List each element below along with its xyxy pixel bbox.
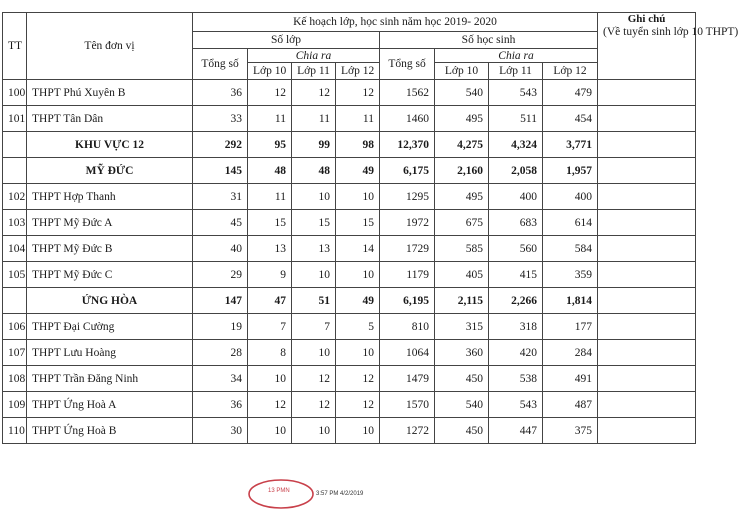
row-students-total: 1570 [380,392,435,418]
col-header-note [598,13,738,80]
row-tt: 105 [3,262,27,288]
row-classes-grade10: 10 [248,418,292,444]
row-classes-grade10: 11 [248,106,292,132]
row-classes-grade12: 12 [336,392,380,418]
row-classes-grade10: 48 [248,158,292,184]
table-row [3,418,696,444]
row-classes-grade10: 8 [248,340,292,366]
row-classes-total: 36 [193,392,248,418]
students-grade10-header: Lớp 10 [435,63,489,80]
classes-split-header: Chia ra [248,49,380,63]
row-classes-total: 145 [193,158,248,184]
row-unit-name: THPT Ứng Hoà B [27,418,193,444]
row-tt [3,158,27,184]
row-students-grade11: 2,058 [489,158,543,184]
row-classes-grade11: 10 [292,340,336,366]
row-classes-total: 36 [193,80,248,106]
red-stamp-icon [248,482,314,506]
stamp-text: 13 PMN [268,488,290,494]
row-classes-total: 292 [193,132,248,158]
row-classes-grade11: 10 [292,418,336,444]
row-students-grade10: 585 [435,236,489,262]
row-classes-grade10: 15 [248,210,292,236]
row-classes-grade12: 11 [336,106,380,132]
row-classes-grade12: 49 [336,288,380,314]
row-students-grade12: 375 [543,418,598,444]
classes-grade11-header: Lớp 11 [292,63,336,80]
row-classes-grade12: 98 [336,132,380,158]
students-split-header: Chia ra [435,49,598,63]
row-tt: 108 [3,366,27,392]
row-classes-grade10: 12 [248,392,292,418]
row-classes-grade11: 51 [292,288,336,314]
row-classes-total: 28 [193,340,248,366]
row-tt: 109 [3,392,27,418]
row-students-grade10: 315 [435,314,489,340]
row-classes-grade10: 47 [248,288,292,314]
row-students-grade10: 2,115 [435,288,489,314]
plan-table-sheet [2,12,738,444]
row-note [598,262,696,288]
row-unit-name: THPT Ứng Hoà A [27,392,193,418]
row-students-total: 1272 [380,418,435,444]
row-classes-grade12: 10 [336,418,380,444]
row-classes-grade10: 11 [248,184,292,210]
row-students-grade10: 495 [435,184,489,210]
row-unit-name: THPT Hợp Thanh [27,184,193,210]
row-students-grade11: 400 [489,184,543,210]
row-tt: 104 [3,236,27,262]
table-header [3,13,738,80]
row-unit-name: THPT Mỹ Đức A [27,210,193,236]
row-students-grade10: 360 [435,340,489,366]
row-students-grade11: 415 [489,262,543,288]
row-classes-grade11: 12 [292,80,336,106]
plan-title-header: Kế hoạch lớp, học sinh năm học 2019- 2020 [193,13,598,32]
row-students-grade11: 447 [489,418,543,444]
table-row [3,80,696,106]
row-unit-name: THPT Mỹ Đức C [27,262,193,288]
row-students-grade12: 177 [543,314,598,340]
row-tt: 102 [3,184,27,210]
classes-grade12-header: Lớp 12 [336,63,380,80]
row-tt: 103 [3,210,27,236]
table-row [3,236,696,262]
row-students-grade12: 400 [543,184,598,210]
row-students-grade11: 420 [489,340,543,366]
row-tt: 110 [3,418,27,444]
row-students-grade10: 450 [435,366,489,392]
row-note [598,158,696,184]
col-header-unit-name: Tên đơn vị [27,13,193,80]
note-title: Ghi chú [627,13,666,25]
row-students-grade10: 540 [435,392,489,418]
row-students-total: 810 [380,314,435,340]
row-students-grade12: 584 [543,236,598,262]
row-students-grade11: 4,324 [489,132,543,158]
row-classes-grade11: 13 [292,236,336,262]
students-grade11-header: Lớp 11 [489,63,543,80]
row-classes-total: 31 [193,184,248,210]
row-classes-total: 29 [193,262,248,288]
row-unit-name: THPT Trần Đăng Ninh [27,366,193,392]
row-students-total: 1179 [380,262,435,288]
row-students-grade12: 491 [543,366,598,392]
row-note [598,418,696,444]
footer-timestamp: 3:57 PM 4/2/2019 [316,491,364,497]
row-classes-grade11: 15 [292,210,336,236]
document-footer [248,482,448,506]
row-tt: 100 [3,80,27,106]
row-students-grade11: 560 [489,236,543,262]
row-students-total: 1562 [380,80,435,106]
row-classes-grade11: 12 [292,366,336,392]
row-note [598,340,696,366]
col-header-tt: TT [3,13,27,80]
table-row [3,106,696,132]
row-students-total: 12,370 [380,132,435,158]
row-students-grade10: 2,160 [435,158,489,184]
row-students-grade10: 540 [435,80,489,106]
row-students-grade12: 3,771 [543,132,598,158]
row-classes-total: 45 [193,210,248,236]
table-row [3,366,696,392]
row-students-total: 1295 [380,184,435,210]
row-classes-grade12: 12 [336,80,380,106]
row-students-grade12: 1,957 [543,158,598,184]
row-students-grade10: 495 [435,106,489,132]
students-total-header: Tổng số [380,49,435,80]
row-note [598,184,696,210]
row-students-grade11: 683 [489,210,543,236]
row-students-grade10: 675 [435,210,489,236]
row-students-grade12: 487 [543,392,598,418]
row-classes-grade12: 10 [336,340,380,366]
row-classes-grade10: 13 [248,236,292,262]
row-unit-name: THPT Lưu Hoàng [27,340,193,366]
row-tt [3,132,27,158]
row-unit-name: THPT Đại Cường [27,314,193,340]
row-unit-name: THPT Phú Xuyên B [27,80,193,106]
row-note [598,314,696,340]
row-students-total: 6,195 [380,288,435,314]
row-note [598,80,696,106]
row-students-total: 6,175 [380,158,435,184]
row-students-grade12: 614 [543,210,598,236]
row-note [598,392,696,418]
row-note [598,288,696,314]
table-row [3,314,696,340]
row-classes-grade12: 12 [336,366,380,392]
row-classes-grade12: 10 [336,262,380,288]
students-grade12-header: Lớp 12 [543,63,598,80]
row-unit-name: MỸ ĐỨC [27,158,193,184]
row-unit-name: KHU VỰC 12 [27,132,193,158]
table-row [3,392,696,418]
row-unit-name: ỨNG HÒA [27,288,193,314]
row-classes-grade12: 15 [336,210,380,236]
row-students-total: 1479 [380,366,435,392]
row-tt: 107 [3,340,27,366]
row-classes-grade11: 99 [292,132,336,158]
table-row [3,340,696,366]
row-note [598,132,696,158]
row-students-grade12: 359 [543,262,598,288]
row-tt [3,288,27,314]
row-classes-total: 40 [193,236,248,262]
row-students-grade10: 4,275 [435,132,489,158]
table-row [3,184,696,210]
row-students-total: 1729 [380,236,435,262]
row-students-grade12: 284 [543,340,598,366]
row-classes-grade12: 14 [336,236,380,262]
row-note [598,106,696,132]
row-classes-grade11: 48 [292,158,336,184]
note-subtitle: (Về tuyển sinh lớp 10 THPT) [603,26,738,38]
row-students-grade11: 511 [489,106,543,132]
row-classes-grade12: 10 [336,184,380,210]
table-row [3,210,696,236]
summary-row [3,132,696,158]
row-students-total: 1972 [380,210,435,236]
row-students-grade12: 1,814 [543,288,598,314]
row-note [598,366,696,392]
students-group-header: Số học sinh [380,32,598,49]
row-classes-grade12: 5 [336,314,380,340]
row-classes-grade10: 12 [248,80,292,106]
summary-row [3,288,696,314]
row-classes-grade10: 95 [248,132,292,158]
row-note [598,210,696,236]
row-classes-grade10: 7 [248,314,292,340]
row-classes-grade12: 49 [336,158,380,184]
row-students-grade11: 318 [489,314,543,340]
row-students-grade11: 2,266 [489,288,543,314]
row-tt: 106 [3,314,27,340]
row-classes-total: 33 [193,106,248,132]
row-students-grade10: 450 [435,418,489,444]
row-students-grade10: 405 [435,262,489,288]
row-classes-total: 34 [193,366,248,392]
table-body [3,80,696,444]
classes-grade10-header: Lớp 10 [248,63,292,80]
row-students-grade12: 479 [543,80,598,106]
row-classes-total: 30 [193,418,248,444]
row-tt: 101 [3,106,27,132]
row-students-grade11: 543 [489,80,543,106]
row-students-total: 1064 [380,340,435,366]
row-students-grade11: 543 [489,392,543,418]
row-unit-name: THPT Mỹ Đức B [27,236,193,262]
class-student-plan-table [2,12,738,444]
row-students-grade12: 454 [543,106,598,132]
row-unit-name: THPT Tân Dân [27,106,193,132]
classes-group-header: Số lớp [193,32,380,49]
row-note [598,236,696,262]
row-classes-grade10: 10 [248,366,292,392]
row-classes-grade11: 7 [292,314,336,340]
row-classes-grade11: 12 [292,392,336,418]
row-classes-grade11: 10 [292,184,336,210]
row-classes-grade10: 9 [248,262,292,288]
table-row [3,262,696,288]
summary-row [3,158,696,184]
row-students-grade11: 538 [489,366,543,392]
row-classes-grade11: 10 [292,262,336,288]
classes-total-header: Tổng số [193,49,248,80]
row-classes-total: 147 [193,288,248,314]
row-classes-total: 19 [193,314,248,340]
row-classes-grade11: 11 [292,106,336,132]
row-students-total: 1460 [380,106,435,132]
